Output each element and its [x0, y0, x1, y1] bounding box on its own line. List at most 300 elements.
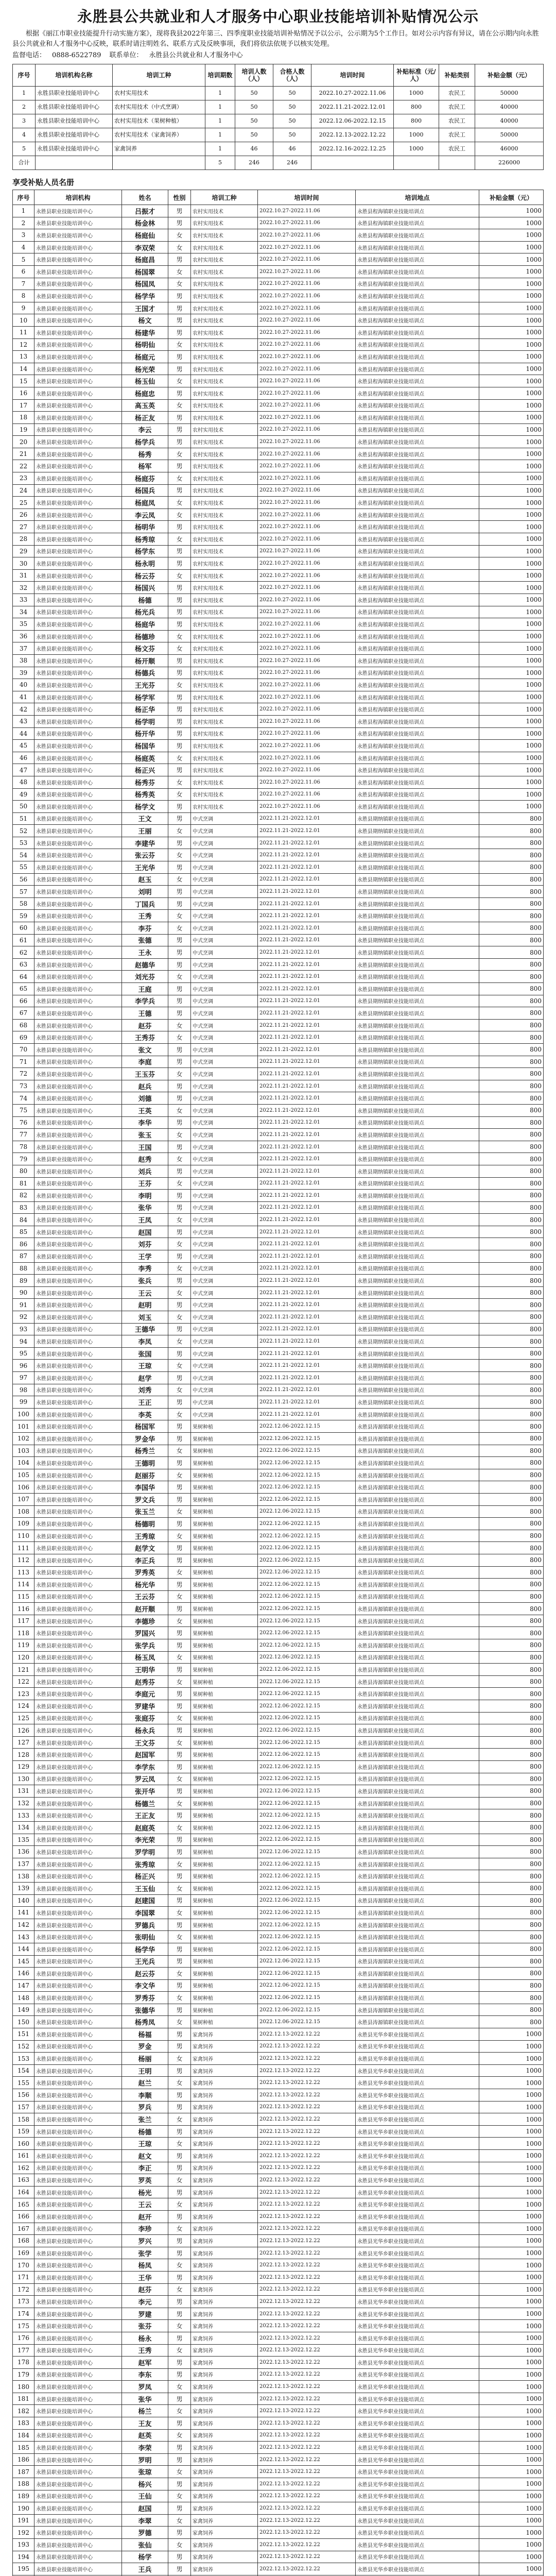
roster-cell: 永胜县程海镇职业技能培训点	[356, 715, 479, 727]
roster-cell: 男	[168, 654, 191, 667]
roster-cell: 永胜县职业技能培训中心	[34, 1675, 122, 1688]
roster-cell: 永胜县程海镇职业技能培训点	[356, 752, 479, 764]
roster-row	[13, 2490, 544, 2502]
roster-cell: 王琼	[122, 2138, 168, 2150]
roster-cell: 女	[168, 752, 191, 764]
roster-cell: 王秀芬	[122, 1031, 168, 1044]
roster-cell: 171	[13, 2271, 34, 2283]
roster-cell: 永胜县职业技能培训中心	[34, 1664, 122, 1676]
roster-cell: 中式烹调	[191, 1396, 258, 1409]
roster-cell: 中式烹调	[191, 1177, 258, 1190]
roster-cell: 王琼	[122, 1360, 168, 1372]
roster-cell: 53	[13, 837, 34, 849]
roster-cell: 1000	[479, 2113, 544, 2126]
roster-cell: 杨学兵	[122, 436, 168, 448]
roster-cell: 永胜县涛源镇职业技能培训点	[356, 1493, 479, 1505]
roster-row	[13, 1056, 544, 1068]
summary-cell: 50000	[475, 128, 544, 142]
roster-cell: 150	[13, 2016, 34, 2028]
roster-cell: 永胜县光华乡职业技能培训点	[356, 2223, 479, 2235]
roster-row	[13, 302, 544, 314]
roster-cell: 赵国	[122, 2502, 168, 2515]
roster-cell: 140	[13, 1894, 34, 1907]
roster-cell: 杨福	[122, 2028, 168, 2041]
roster-cell: 男	[168, 2040, 191, 2053]
roster-cell: 男	[168, 2210, 191, 2223]
roster-cell: 张德	[122, 934, 168, 946]
roster-row	[13, 351, 544, 363]
roster-cell: 800	[479, 1226, 544, 1238]
roster-cell: 800	[479, 1566, 544, 1579]
roster-cell: 王正	[122, 1396, 168, 1409]
summary-cell: 40000	[475, 114, 544, 128]
roster-cell: 男	[168, 1056, 191, 1068]
summary-cell: 50	[273, 114, 311, 128]
roster-cell: 王学	[122, 1250, 168, 1263]
roster-cell: 800	[479, 1457, 544, 1469]
roster-row	[13, 399, 544, 412]
roster-row	[13, 849, 544, 861]
roster-cell: 永胜县程海镇职业技能培训点	[356, 691, 479, 703]
roster-row	[13, 1882, 544, 1894]
roster-cell: 2022.12.06-2022.12.15	[258, 1943, 356, 1955]
roster-cell: 1000	[479, 472, 544, 485]
roster-row	[13, 679, 544, 691]
roster-cell: 2022.12.06-2022.12.15	[258, 2016, 356, 2028]
roster-cell: 2022.12.13-2022.12.22	[258, 2089, 356, 2102]
roster-cell: 2022.12.13-2022.12.22	[258, 2357, 356, 2369]
roster-cell: 54	[13, 849, 34, 861]
roster-cell: 果树种植	[191, 1664, 258, 1676]
roster-cell: 永胜县职业技能培训中心	[34, 958, 122, 971]
summary-body	[13, 87, 544, 170]
roster-cell: 800	[479, 873, 544, 886]
roster-cell: 永胜县职业技能培训中心	[34, 265, 122, 278]
roster-row	[13, 1797, 544, 1809]
roster-cell: 男	[168, 521, 191, 533]
roster-cell: 罗国兴	[122, 1627, 168, 1639]
roster-cell: 永胜县期纳镇职业技能培训点	[356, 1068, 479, 1080]
roster-row	[13, 569, 544, 582]
roster-cell: 杨建华	[122, 326, 168, 338]
roster-row	[13, 995, 544, 1007]
roster-cell: 永胜县期纳镇职业技能培训点	[356, 958, 479, 971]
roster-cell: 2022.12.13-2022.12.22	[258, 2514, 356, 2527]
roster-cell: 157	[13, 2101, 34, 2113]
roster-cell: 赵军	[122, 2357, 168, 2369]
roster-cell: 2022.11.21-2022.12.01	[258, 1177, 356, 1190]
roster-cell: 男	[168, 205, 191, 217]
roster-cell: 115	[13, 1590, 34, 1603]
roster-cell: 张文	[122, 1043, 168, 1056]
roster-cell: 永胜县涛源镇职业技能培训点	[356, 1919, 479, 1931]
roster-row	[13, 2527, 544, 2539]
roster-cell: 2022.11.21-2022.12.01	[258, 1275, 356, 1287]
roster-cell: 罗兴	[122, 2235, 168, 2247]
roster-cell: 47	[13, 764, 34, 776]
roster-cell: 家禽饲养	[191, 2150, 258, 2162]
roster-cell: 永胜县程海镇职业技能培训点	[356, 618, 479, 631]
roster-cell: 女	[168, 2283, 191, 2296]
roster-row	[13, 703, 544, 716]
roster-cell: 李正兵	[122, 1554, 168, 1566]
roster-cell: 永胜县期纳镇职业技能培训点	[356, 849, 479, 861]
roster-cell: 800	[479, 1554, 544, 1566]
roster-cell: 果树种植	[191, 1894, 258, 1907]
roster-cell: 152	[13, 2040, 34, 2053]
roster-cell: 永胜县程海镇职业技能培训点	[356, 423, 479, 436]
roster-row	[13, 2004, 544, 2016]
roster-cell: 2022.10.27-2022.11.06	[258, 509, 356, 521]
roster-cell: 中式烹调	[191, 1250, 258, 1263]
roster-cell: 女	[168, 2381, 191, 2393]
roster-cell: 永胜县职业技能培训中心	[34, 1056, 122, 1068]
roster-cell: 117	[13, 1615, 34, 1627]
roster-cell: 2022.12.13-2022.12.22	[258, 2247, 356, 2259]
summary-cell: 家禽饲养	[113, 142, 205, 156]
roster-cell: 59	[13, 910, 34, 922]
roster-row	[13, 217, 544, 229]
roster-row	[13, 2453, 544, 2466]
roster-cell: 永胜县职业技能培训中心	[34, 1603, 122, 1615]
roster-cell: 永胜县期纳镇职业技能培训点	[356, 1165, 479, 1177]
roster-cell: 王秀	[122, 2344, 168, 2357]
roster-cell: 女	[168, 1992, 191, 2004]
roster-cell: 永胜县光华乡职业技能培训点	[356, 2077, 479, 2089]
roster-cell: 赵庭英	[122, 1821, 168, 1834]
roster-cell: 2022.12.06-2022.12.15	[258, 1700, 356, 1713]
roster-cell: 王光兵	[122, 1955, 168, 1968]
roster-cell: 永胜县职业技能培训中心	[34, 253, 122, 266]
roster-cell: 李芬	[122, 922, 168, 935]
roster-cell: 2022.12.13-2022.12.22	[258, 2466, 356, 2478]
roster-cell: 家禽饲养	[191, 2527, 258, 2539]
roster-cell: 永胜县涛源镇职业技能培训点	[356, 1992, 479, 2004]
roster-row	[13, 2259, 544, 2272]
roster-cell: 2022.11.21-2022.12.01	[258, 1347, 356, 1360]
roster-cell: 永胜县程海镇职业技能培训点	[356, 654, 479, 667]
roster-cell: 800	[479, 812, 544, 825]
roster-cell: 800	[479, 1007, 544, 1020]
roster-cell: 中式烹调	[191, 1116, 258, 1129]
roster-cell: 永胜县职业技能培训中心	[34, 1590, 122, 1603]
roster-cell: 2022.11.21-2022.12.01	[258, 1372, 356, 1384]
roster-cell: 永胜县职业技能培训中心	[34, 1080, 122, 1092]
roster-cell: 永胜县光华乡职业技能培训点	[356, 2296, 479, 2308]
roster-cell: 女	[168, 1712, 191, 1724]
roster-cell: 果树种植	[191, 1700, 258, 1713]
roster-row	[13, 594, 544, 606]
roster-cell: 195	[13, 2563, 34, 2575]
roster-cell: 1000	[479, 2405, 544, 2417]
roster-cell: 2022.11.21-2022.12.01	[258, 1311, 356, 1324]
roster-cell: 刘玉	[122, 1311, 168, 1324]
roster-cell: 男	[168, 606, 191, 618]
roster-cell: 中式烹调	[191, 1360, 258, 1372]
roster-cell: 女	[168, 776, 191, 788]
roster-cell: 800	[479, 1518, 544, 1530]
roster-cell: 144	[13, 1943, 34, 1955]
roster-cell: 139	[13, 1882, 34, 1894]
roster-cell: 永胜县职业技能培训中心	[34, 423, 122, 436]
roster-cell: 32	[13, 582, 34, 594]
roster-cell: 家禽饲养	[191, 2247, 258, 2259]
roster-cell: 永胜县程海镇职业技能培训点	[356, 740, 479, 752]
roster-cell: 永胜县期纳镇职业技能培训点	[356, 861, 479, 874]
roster-cell: 187	[13, 2466, 34, 2478]
roster-cell: 中式烹调	[191, 922, 258, 935]
roster-cell: 永胜县职业技能培训中心	[34, 1858, 122, 1870]
roster-cell: 179	[13, 2368, 34, 2381]
roster-cell: 女	[168, 1068, 191, 1080]
roster-cell: 28	[13, 533, 34, 546]
roster-cell: 永胜县职业技能培训中心	[34, 630, 122, 642]
roster-cell: 男	[168, 1894, 191, 1907]
roster-cell: 男	[168, 2357, 191, 2369]
roster-cell: 800	[479, 1311, 544, 1324]
summary-cell: 农村实用技术	[113, 87, 205, 100]
roster-cell: 杨学华	[122, 290, 168, 302]
roster-cell: 男	[168, 1518, 191, 1530]
roster-cell: 男	[168, 1870, 191, 1883]
roster-cell: 永胜县职业技能培训中心	[34, 1627, 122, 1639]
roster-cell: 杨军	[122, 460, 168, 472]
roster-cell: 永胜县涛源镇职业技能培训点	[356, 1675, 479, 1688]
roster-cell: 2022.12.06-2022.12.15	[258, 1858, 356, 1870]
roster-row	[13, 241, 544, 253]
roster-cell: 永胜县程海镇职业技能培训点	[356, 776, 479, 788]
roster-cell: 永胜县职业技能培训中心	[34, 1068, 122, 1080]
roster-cell: 永胜县程海镇职业技能培训点	[356, 679, 479, 691]
roster-cell: 家禽饲养	[191, 2417, 258, 2430]
roster-cell: 永胜县涛源镇职业技能培训点	[356, 1785, 479, 1798]
summary-cell: 1	[205, 128, 235, 142]
roster-cell: 1000	[479, 2040, 544, 2053]
roster-cell: 男	[168, 460, 191, 472]
roster-cell: 永胜县职业技能培训中心	[34, 2357, 122, 2369]
roster-cell: 家禽饲养	[191, 2429, 258, 2442]
roster-cell: 永胜县职业技能培训中心	[34, 1846, 122, 1858]
roster-row	[13, 606, 544, 618]
roster-cell: 永胜县程海镇职业技能培训点	[356, 569, 479, 582]
roster-cell: 永胜县程海镇职业技能培训点	[356, 217, 479, 229]
roster-cell: 中式烹调	[191, 849, 258, 861]
roster-cell: 王凤	[122, 1214, 168, 1226]
roster-cell: 800	[479, 934, 544, 946]
roster-cell: 农村实用技术	[191, 363, 258, 375]
roster-cell: 2022.10.27-2022.11.06	[258, 229, 356, 242]
roster-cell: 永胜县职业技能培训中心	[34, 2283, 122, 2296]
roster-cell: 男	[168, 1724, 191, 1737]
roster-cell: 家禽饲养	[191, 2186, 258, 2198]
roster-cell: 2022.12.13-2022.12.22	[258, 2442, 356, 2454]
roster-cell: 189	[13, 2490, 34, 2502]
roster-cell: 杨庭忠	[122, 387, 168, 399]
roster-cell: 杨学明	[122, 715, 168, 727]
roster-cell: 1000	[479, 290, 544, 302]
roster-cell: 张庭芬	[122, 1712, 168, 1724]
roster-cell: 178	[13, 2357, 34, 2369]
roster-cell: 杨德	[122, 2125, 168, 2138]
roster-cell: 女	[168, 1153, 191, 1165]
roster-cell: 永胜县程海镇职业技能培训点	[356, 387, 479, 399]
roster-cell: 800	[479, 1275, 544, 1287]
roster-cell: 果树种植	[191, 1773, 258, 1785]
roster-cell: 刘秀	[122, 1384, 168, 1396]
roster-cell: 2022.11.21-2022.12.01	[258, 873, 356, 886]
roster-cell: 2022.11.21-2022.12.01	[258, 1396, 356, 1409]
roster-cell: 2022.12.13-2022.12.22	[258, 2453, 356, 2466]
roster-row	[13, 2514, 544, 2527]
roster-cell: 王光华	[122, 861, 168, 874]
roster-cell: 125	[13, 1712, 34, 1724]
roster-cell: 张仙	[122, 2539, 168, 2551]
roster-cell: 63	[13, 958, 34, 971]
roster-cell: 800	[479, 1031, 544, 1044]
roster-cell: 永胜县程海镇职业技能培训点	[356, 290, 479, 302]
roster-cell: 1000	[479, 2527, 544, 2539]
roster-cell: 69	[13, 1031, 34, 1044]
roster-cell: 男	[168, 1007, 191, 1020]
roster-cell: 永胜县涛源镇职业技能培训点	[356, 1712, 479, 1724]
roster-cell: 永胜县职业技能培训中心	[34, 2004, 122, 2016]
roster-row	[13, 1627, 544, 1639]
roster-cell: 永胜县职业技能培训中心	[34, 801, 122, 813]
roster-cell: 家禽饲养	[191, 2405, 258, 2417]
roster-cell: 1000	[479, 2028, 544, 2041]
roster-cell: 杨国兴	[122, 582, 168, 594]
roster-cell: 2022.12.13-2022.12.22	[258, 2223, 356, 2235]
roster-cell: 永胜县职业技能培训中心	[34, 1396, 122, 1409]
roster-cell: 2022.11.21-2022.12.01	[258, 1165, 356, 1177]
roster-cell: 85	[13, 1226, 34, 1238]
roster-cell: 99	[13, 1396, 34, 1409]
roster-cell: 杨国兵	[122, 484, 168, 497]
roster-row	[13, 654, 544, 667]
roster-cell: 1000	[479, 2138, 544, 2150]
roster-cell: 中式烹调	[191, 1323, 258, 1335]
roster-cell: 800	[479, 1372, 544, 1384]
roster-row	[13, 229, 544, 242]
roster-cell: 2022.10.27-2022.11.06	[258, 582, 356, 594]
roster-cell: 永胜县期纳镇职业技能培训点	[356, 1335, 479, 1348]
summary-cell: 50	[273, 128, 311, 142]
roster-cell: 男	[168, 715, 191, 727]
roster-cell: 果树种植	[191, 1943, 258, 1955]
roster-cell: 男	[168, 886, 191, 898]
roster-cell: 李荣	[122, 2442, 168, 2454]
roster-cell: 永胜县职业技能培训中心	[34, 691, 122, 703]
roster-cell: 永胜县职业技能培训中心	[34, 679, 122, 691]
roster-cell: 王秀	[122, 910, 168, 922]
roster-cell: 女	[168, 375, 191, 387]
roster-cell: 2022.11.21-2022.12.01	[258, 849, 356, 861]
roster-cell: 赵芬	[122, 2283, 168, 2296]
roster-cell: 800	[479, 1530, 544, 1542]
roster-cell: 永胜县职业技能培训中心	[34, 1797, 122, 1809]
roster-cell: 永胜县职业技能培训中心	[34, 1579, 122, 1591]
roster-cell: 2022.12.13-2022.12.22	[258, 2296, 356, 2308]
roster-cell: 800	[479, 1675, 544, 1688]
roster-cell: 永胜县程海镇职业技能培训点	[356, 205, 479, 217]
roster-cell: 男	[168, 2563, 191, 2575]
roster-cell: 永胜县职业技能培训中心	[34, 1639, 122, 1652]
roster-cell: 永胜县职业技能培训中心	[34, 2490, 122, 2502]
roster-cell: 永胜县职业技能培训中心	[34, 1299, 122, 1311]
roster-cell: 永胜县光华乡职业技能培训点	[356, 2466, 479, 2478]
roster-cell: 永胜县职业技能培训中心	[34, 2368, 122, 2381]
roster-cell: 永胜县职业技能培训中心	[34, 837, 122, 849]
roster-cell: 永胜县职业技能培训中心	[34, 1773, 122, 1785]
roster-cell: 1000	[479, 2357, 544, 2369]
roster-row	[13, 630, 544, 642]
roster-cell: 2022.10.27-2022.11.06	[258, 691, 356, 703]
roster-cell: 79	[13, 1153, 34, 1165]
roster-cell: 农村实用技术	[191, 472, 258, 485]
roster-cell: 赵丽芬	[122, 1469, 168, 1481]
roster-cell: 男	[168, 1323, 191, 1335]
roster-cell: 112	[13, 1554, 34, 1566]
roster-cell: 40	[13, 679, 34, 691]
roster-cell: 800	[479, 2016, 544, 2028]
roster-cell: 800	[479, 1773, 544, 1785]
roster-cell: 永胜县涛源镇职业技能培训点	[356, 1773, 479, 1785]
roster-cell: 1000	[479, 2186, 544, 2198]
roster-cell: 2022.10.27-2022.11.06	[258, 338, 356, 351]
roster-cell: 2022.11.21-2022.12.01	[258, 1323, 356, 1335]
roster-row	[13, 375, 544, 387]
roster-cell: 2022.11.21-2022.12.01	[258, 1286, 356, 1299]
roster-row	[13, 484, 544, 497]
roster-cell: 男	[168, 2393, 191, 2405]
roster-cell: 800	[479, 1396, 544, 1409]
summary-row	[13, 142, 544, 156]
roster-cell: 永胜县涛源镇职业技能培训点	[356, 1554, 479, 1566]
roster-cell: 农村实用技术	[191, 618, 258, 631]
roster-cell: 中式烹调	[191, 1262, 258, 1275]
roster-row	[13, 922, 544, 935]
roster-cell: 中式烹调	[191, 1165, 258, 1177]
roster-cell: 2022.11.21-2022.12.01	[258, 1129, 356, 1141]
summary-cell	[113, 156, 205, 170]
roster-cell: 赵芬	[122, 1019, 168, 1031]
roster-cell: 2022.12.13-2022.12.22	[258, 2064, 356, 2077]
roster-cell: 永胜县涛源镇职业技能培训点	[356, 1566, 479, 1579]
roster-cell: 男	[168, 302, 191, 314]
roster-cell: 杨庭英	[122, 752, 168, 764]
roster-cell: 女	[168, 1445, 191, 1457]
roster-cell: 39	[13, 667, 34, 679]
roster-cell: 41	[13, 691, 34, 703]
roster-cell: 男	[168, 703, 191, 716]
roster-cell: 12	[13, 338, 34, 351]
roster-cell: 800	[479, 1056, 544, 1068]
roster-cell: 95	[13, 1347, 34, 1360]
roster-cell: 永胜县职业技能培训中心	[34, 618, 122, 631]
roster-cell: 永胜县职业技能培训中心	[34, 1894, 122, 1907]
roster-row	[13, 764, 544, 776]
roster-row	[13, 1299, 544, 1311]
roster-cell: 张芬	[122, 2320, 168, 2332]
roster-cell: 家禽饲养	[191, 2113, 258, 2126]
roster-cell: 永胜县职业技能培训中心	[34, 436, 122, 448]
roster-cell: 家禽饲养	[191, 2332, 258, 2344]
roster-cell: 永胜县职业技能培训中心	[34, 2381, 122, 2393]
roster-cell: 94	[13, 1335, 34, 1348]
roster-cell: 2022.12.13-2022.12.22	[258, 2235, 356, 2247]
roster-cell: 中式烹调	[191, 1347, 258, 1360]
roster-cell: 永胜县光华乡职业技能培训点	[356, 2393, 479, 2405]
